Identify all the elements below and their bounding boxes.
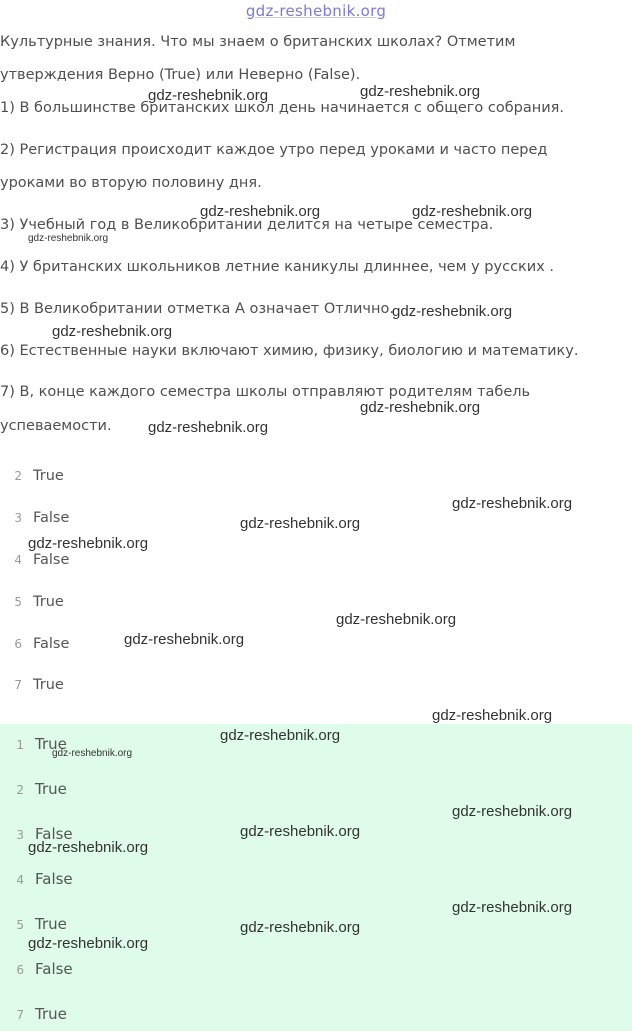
watermark: gdz-reshebnik.org	[452, 899, 573, 916]
watermark: gdz-reshebnik.org	[240, 515, 361, 532]
answer-item	[0, 636, 69, 652]
answer-item	[0, 960, 73, 978]
answer-item	[0, 594, 64, 610]
watermark: gdz-reshebnik.org	[360, 83, 481, 100]
watermark: gdz-reshebnik.org	[52, 748, 133, 759]
statement-2: 2) Регистрация происходит каждое утро перед уроками и часто перед	[0, 142, 548, 158]
statement-5: 5) В Великобритании отметка А означает Отлично.	[0, 301, 394, 317]
answer-item	[0, 677, 64, 693]
watermark: gdz-reshebnik.org	[432, 707, 553, 724]
answer-number: 4	[14, 553, 22, 567]
statement-4: 4) У британских школьников летние каникулы длиннее, чем у русских .	[0, 259, 555, 275]
statement-1: 1) В большинстве британских школ день начинается с общего собрания.	[0, 100, 564, 116]
watermark: gdz-reshebnik.org	[240, 823, 361, 840]
watermark: gdz-reshebnik.org	[220, 727, 341, 744]
statement-6: 6) Естественные науки включают химию, физику, биологию и математику.	[0, 343, 579, 359]
answer-number: 4	[16, 873, 24, 887]
watermark: gdz-reshebnik.org	[28, 839, 149, 856]
watermark: gdz-reshebnik.org	[392, 303, 513, 320]
answer-value: False	[33, 636, 70, 652]
answer-item	[0, 780, 67, 798]
answer-number: 2	[16, 783, 24, 797]
watermark: gdz-reshebnik.org	[336, 611, 457, 628]
answer-item	[0, 915, 67, 933]
answer-item	[0, 1005, 67, 1023]
answer-value: False	[35, 825, 73, 843]
task-line: утверждения Верно (True) или Неверно (False).	[0, 67, 361, 83]
watermark: gdz-reshebnik.org	[452, 495, 573, 512]
answer-value: True	[33, 677, 64, 693]
answer-number: 5	[14, 595, 22, 609]
answer-value: True	[35, 735, 67, 753]
watermark: gdz-reshebnik.org	[124, 631, 245, 648]
site-header-link[interactable]: gdz-reshebnik.org	[245, 2, 387, 20]
watermark: gdz-reshebnik.org	[148, 87, 269, 104]
answer-number: 1	[16, 738, 24, 752]
answer-item	[0, 552, 69, 568]
watermark: gdz-reshebnik.org	[28, 535, 149, 552]
statement-2-cont: уроками во вторую половину дня.	[0, 175, 262, 191]
statement-3: 3) Учебный год в Великобритании делится на четыре семестра.	[0, 217, 494, 233]
answer-item	[0, 510, 69, 526]
answer-item	[0, 468, 64, 484]
answer-value: True	[35, 780, 67, 798]
watermark: gdz-reshebnik.org	[360, 399, 481, 416]
answer-number: 3	[14, 511, 22, 525]
watermark: gdz-reshebnik.org	[148, 419, 269, 436]
watermark: gdz-reshebnik.org	[200, 203, 321, 220]
watermark: gdz-reshebnik.org	[240, 919, 361, 936]
statement-7: 7) В, конце каждого семестра школы отправляют родителям табель	[0, 384, 531, 400]
answer-value: True	[35, 915, 67, 933]
answer-block	[0, 724, 632, 1031]
answer-value: False	[35, 870, 73, 888]
watermark: gdz-reshebnik.org	[52, 323, 173, 340]
answer-value: False	[33, 552, 70, 568]
answer-number: 7	[14, 678, 22, 692]
answer-item	[0, 870, 73, 888]
answer-number: 7	[16, 1008, 24, 1022]
watermark: gdz-reshebnik.org	[412, 203, 533, 220]
answer-number: 6	[16, 963, 24, 977]
statement-7-cont: успеваемости.	[0, 418, 112, 434]
answer-value: True	[33, 468, 64, 484]
answer-value: True	[35, 1005, 67, 1023]
task-line: Культурные знания. Что мы знаем о британских школах? Отметим	[0, 34, 516, 50]
answer-value: False	[33, 510, 70, 526]
answer-value: False	[35, 960, 73, 978]
answer-number: 3	[16, 828, 24, 842]
answer-number: 2	[14, 469, 22, 483]
watermark: gdz-reshebnik.org	[28, 233, 109, 244]
answer-value: True	[33, 594, 64, 610]
watermark: gdz-reshebnik.org	[452, 803, 573, 820]
answer-number: 5	[16, 918, 24, 932]
watermark: gdz-reshebnik.org	[28, 935, 149, 952]
answer-number: 6	[14, 637, 22, 651]
